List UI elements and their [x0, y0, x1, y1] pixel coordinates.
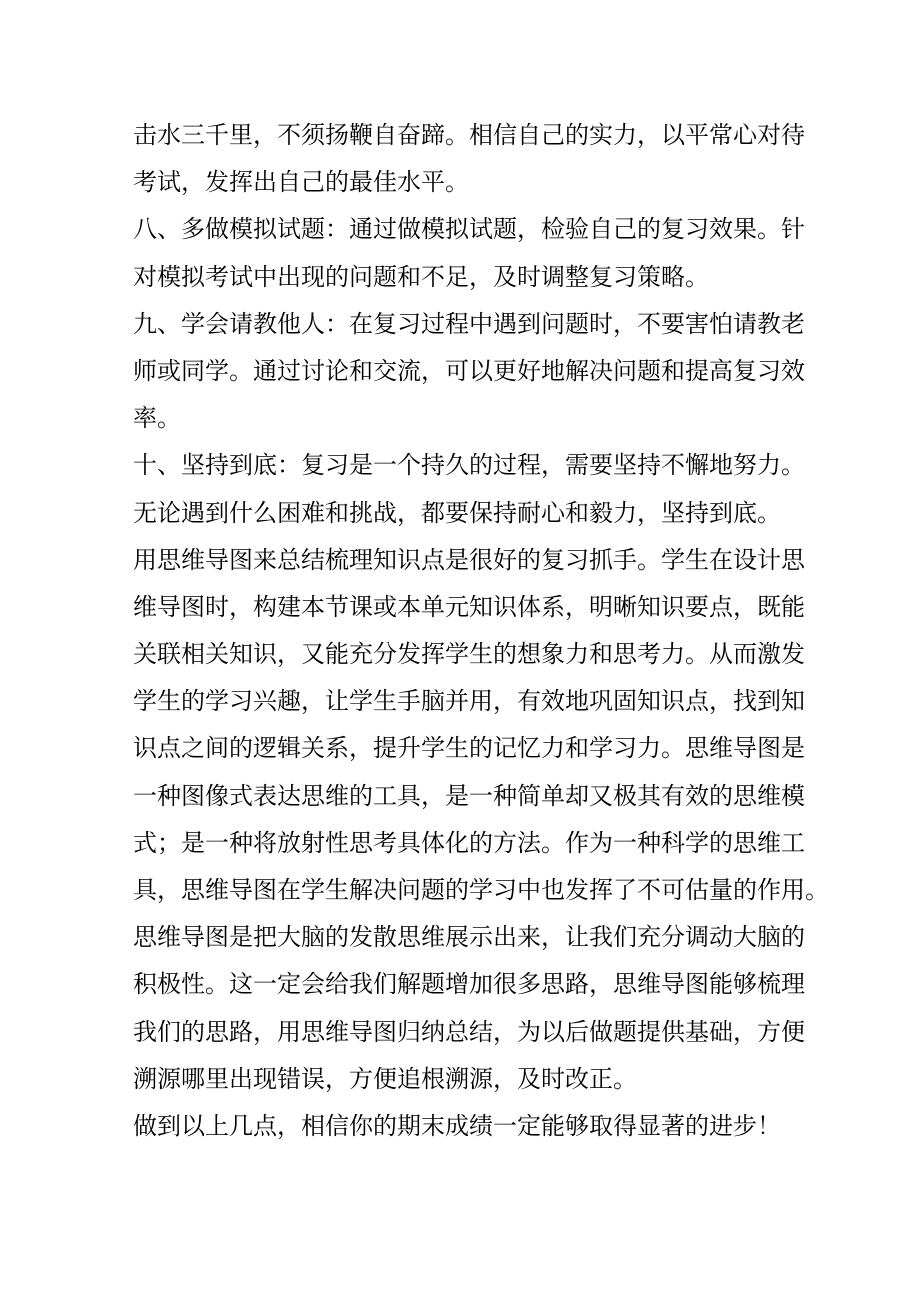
text-line: 无论遇到什么困难和挑战，都要保持耐心和毅力，坚持到底。 [133, 498, 781, 527]
text-line: 我们的思路，用思维导图归纳总结，为以后做题提供基础，方便 [133, 1017, 805, 1046]
document-body [133, 112, 829, 1150]
text-line: 师或同学。通过讨论和交流，可以更好地解决问题和提高复习效 [133, 356, 805, 385]
text-line: 思维导图是把大脑的发散思维展示出来，让我们充分调动大脑的 [133, 923, 805, 952]
text-line: 做到以上几点，相信你的期末成绩一定能够取得显著的进步！ [133, 1111, 781, 1140]
text-line: 积极性。这一定会给我们解题增加很多思路，思维导图能够梳理 [133, 970, 805, 999]
text-line: 维导图时，构建本节课或本单元知识体系，明晰知识要点，既能 [133, 592, 805, 621]
text-line: 率。 [133, 404, 181, 433]
text-line: 十、坚持到底：复习是一个持久的过程，需要坚持不懈地努力。 [133, 451, 805, 480]
text-line: 对模拟考试中出现的问题和不足，及时调整复习策略。 [133, 262, 709, 291]
text-line: 九、学会请教他人：在复习过程中遇到问题时，不要害怕请教老 [133, 309, 805, 338]
text-line: 击水三千里，不须扬鞭自奋蹄。相信自己的实力，以平常心对待 [133, 121, 805, 149]
text-line: 具，思维导图在学生解决问题的学习中也发挥了不可估量的作用。 [133, 876, 829, 904]
text-line: 式；是一种将放射性思考具体化的方法。作为一种科学的思维工 [133, 828, 805, 857]
text-line: 学生的学习兴趣，让学生手脑并用，有效地巩固知识点，找到知 [133, 687, 805, 716]
text-line: 关联相关知识，又能充分发挥学生的想象力和思考力。从而激发 [133, 640, 805, 669]
text-line: 溯源哪里出现错误，方便追根溯源，及时改正。 [133, 1064, 637, 1093]
text-line: 识点之间的逻辑关系，提升学生的记忆力和学习力。思维导图是 [133, 734, 805, 763]
text-line: 考试，发挥出自己的最佳水平。 [133, 168, 469, 197]
text-line: 用思维导图来总结梳理知识点是很好的复习抓手。学生在设计思 [133, 545, 805, 574]
text-line: 八、多做模拟试题：通过做模拟试题，检验自己的复习效果。针 [133, 215, 805, 244]
text-line: 一种图像式表达思维的工具，是一种简单却又极其有效的思维模 [133, 781, 805, 810]
